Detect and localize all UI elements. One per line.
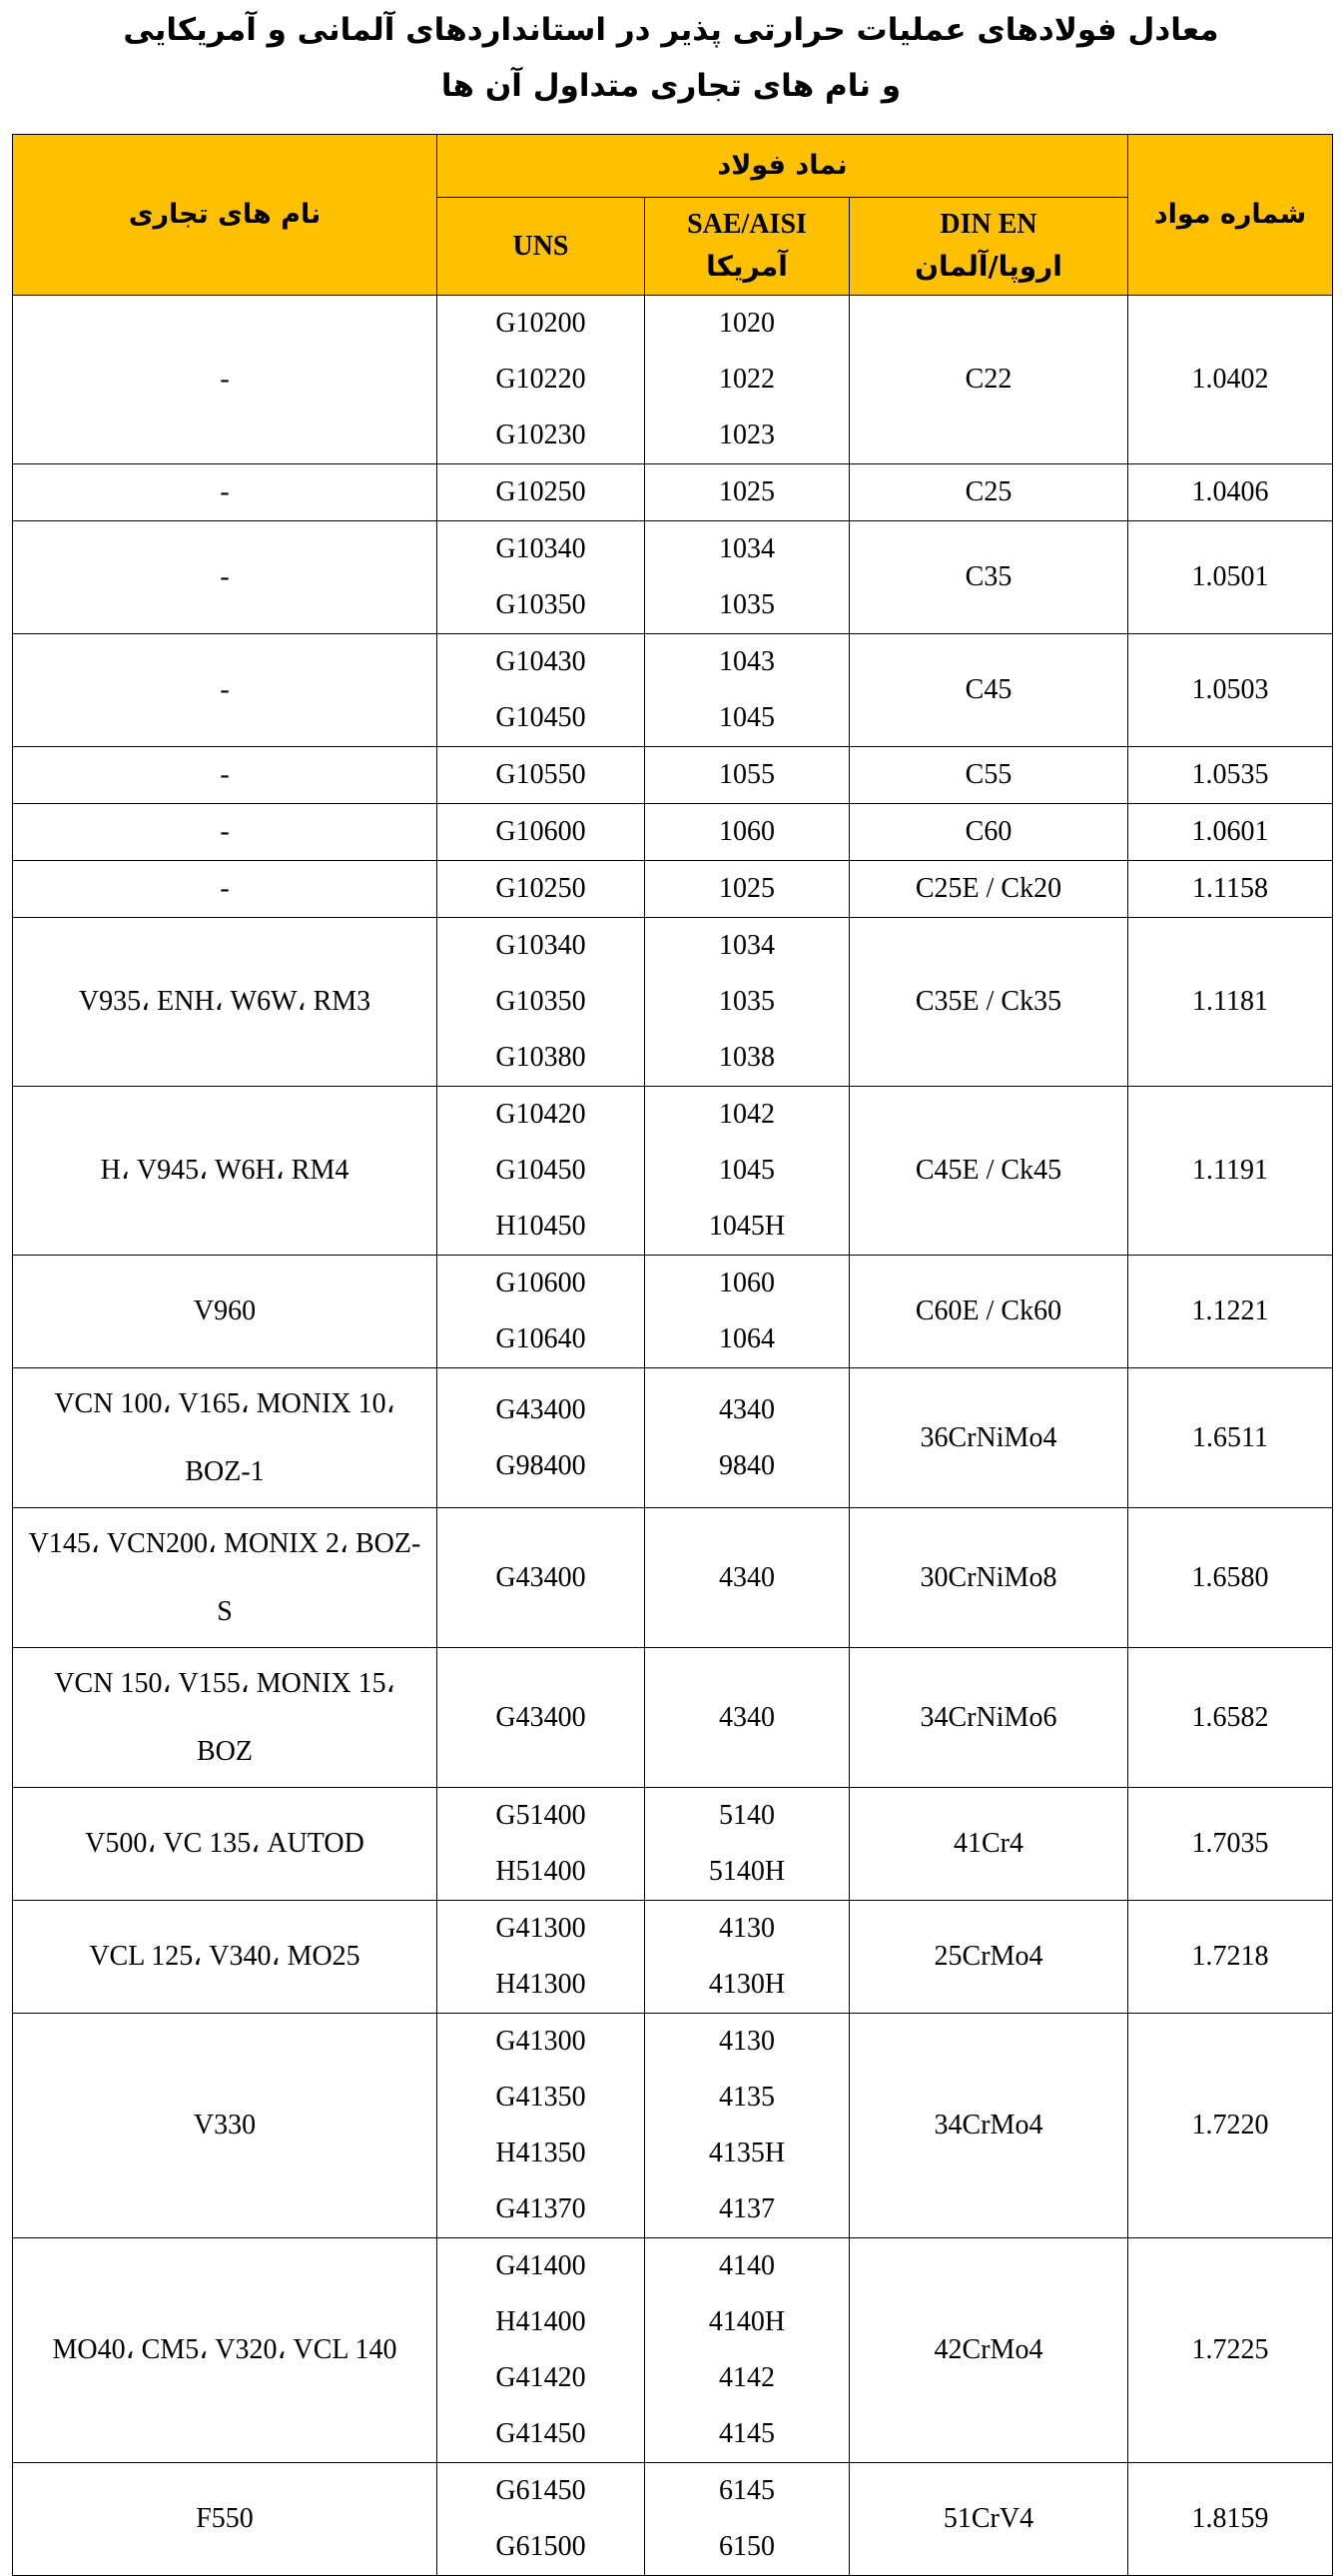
material-number-cell: 1.0535 xyxy=(1128,747,1333,804)
table-row xyxy=(13,1087,1333,1256)
din-en-cell: C60 xyxy=(850,804,1128,861)
uns-code: G43400 xyxy=(495,1393,586,1425)
sae-aisi-cell xyxy=(645,2238,850,2463)
din-en-cell: 30CrNiMo8 xyxy=(850,1508,1128,1648)
uns-cell xyxy=(437,747,645,804)
din-en-cell: C22 xyxy=(850,296,1128,464)
uns-code: G41300 xyxy=(495,1913,586,1944)
header-steel-symbol: نماد فولاد xyxy=(437,135,1128,198)
uns-cell xyxy=(437,1256,645,1368)
table-body xyxy=(13,296,1333,2576)
sae-aisi-cell xyxy=(645,296,850,464)
sae-aisi-code: 9840 xyxy=(719,1449,775,1481)
sae-aisi-cell xyxy=(645,918,850,1087)
sae-aisi-cell xyxy=(645,1788,850,1901)
sae-aisi-cell xyxy=(645,1901,850,2014)
trade-names-cell: V960 xyxy=(13,1256,437,1368)
din-en-cell: 51CrV4 xyxy=(850,2463,1128,2576)
trade-names-cell: VCN 100، V165، MONIX 10، BOZ-1 xyxy=(13,1368,437,1508)
sae-aisi-code: 1035 xyxy=(719,986,775,1017)
sae-aisi-code: 1045 xyxy=(719,702,775,733)
sae-aisi-cell xyxy=(645,2014,850,2238)
trade-names-cell: - xyxy=(13,634,437,747)
trade-names-cell: MO40، CM5، V320، VCL 140 xyxy=(13,2238,437,2463)
trade-names-cell: V935، ENH، W6W، RM3 xyxy=(13,918,437,1087)
uns-cell xyxy=(437,634,645,747)
uns-code: G41350 xyxy=(495,2082,586,2113)
sae-aisi-code: 4140H xyxy=(708,2306,786,2337)
sae-aisi-code: 6150 xyxy=(719,2531,775,2562)
uns-code: G10600 xyxy=(495,1268,586,1298)
sae-aisi-code: 6145 xyxy=(719,2475,775,2506)
uns-code: G10420 xyxy=(495,1099,586,1130)
uns-code: H41400 xyxy=(495,2306,586,2337)
trade-names-cell: V330 xyxy=(13,2014,437,2238)
material-number-cell: 1.0503 xyxy=(1128,634,1333,747)
uns-code: G10350 xyxy=(495,986,586,1017)
sae-aisi-code: 1045H xyxy=(708,1211,786,1242)
sae-aisi-code: 1042 xyxy=(719,1099,775,1130)
title-line-1: معادل فولادهای عملیات حرارتی پذیر در استانداردهای آلمانی و آمریکایی xyxy=(123,12,1219,48)
sae-aisi-code: 1060 xyxy=(719,1268,775,1298)
uns-code: H10450 xyxy=(495,1211,586,1242)
table-row xyxy=(13,634,1333,747)
uns-cell xyxy=(437,2463,645,2576)
material-number-cell: 1.1221 xyxy=(1128,1256,1333,1368)
material-number-cell: 1.6580 xyxy=(1128,1508,1333,1648)
uns-cell xyxy=(437,2238,645,2463)
sae-aisi-cell xyxy=(645,521,850,634)
sae-aisi-cell xyxy=(645,634,850,747)
din-en-cell: C45E / Ck45 xyxy=(850,1087,1128,1256)
material-number-cell: 1.1158 xyxy=(1128,861,1333,918)
sae-aisi-code: 1060 xyxy=(719,816,775,847)
uns-code: G98400 xyxy=(495,1449,586,1481)
sae-aisi-code: 4340 xyxy=(719,1561,775,1593)
uns-code: G41370 xyxy=(495,2193,586,2224)
table-row xyxy=(13,1901,1333,2014)
uns-code: G10250 xyxy=(495,476,586,507)
header-sae-aisi-sub: آمریکا xyxy=(706,249,788,283)
din-en-cell: 34CrNiMo6 xyxy=(850,1648,1128,1788)
trade-names-cell: - xyxy=(13,464,437,521)
sae-aisi-code: 4142 xyxy=(719,2362,775,2393)
table-row xyxy=(13,2014,1333,2238)
material-number-cell: 1.7225 xyxy=(1128,2238,1333,2463)
din-en-cell: 42CrMo4 xyxy=(850,2238,1128,2463)
table-row xyxy=(13,464,1333,521)
material-number-cell: 1.1191 xyxy=(1128,1087,1333,1256)
sae-aisi-cell xyxy=(645,1648,850,1788)
uns-code: G61500 xyxy=(495,2531,586,2562)
uns-cell xyxy=(437,521,645,634)
uns-cell xyxy=(437,1901,645,2014)
uns-code: G10350 xyxy=(495,589,586,620)
header-sae-aisi xyxy=(645,198,850,296)
table-row xyxy=(13,1508,1333,1648)
uns-code: G43400 xyxy=(495,1561,586,1593)
sae-aisi-code: 4145 xyxy=(719,2418,775,2449)
sae-aisi-cell xyxy=(645,1368,850,1508)
sae-aisi-cell xyxy=(645,747,850,804)
header-sae-aisi-label: SAE/AISI xyxy=(687,208,807,240)
uns-cell xyxy=(437,1788,645,1901)
uns-code: G10450 xyxy=(495,1155,586,1186)
material-number-cell: 1.8159 xyxy=(1128,2463,1333,2576)
din-en-cell: C25 xyxy=(850,464,1128,521)
sae-aisi-code: 4340 xyxy=(719,1701,775,1733)
uns-code: G41300 xyxy=(495,2026,586,2057)
sae-aisi-code: 1034 xyxy=(719,930,775,961)
sae-aisi-code: 4130H xyxy=(708,1969,786,2000)
uns-cell xyxy=(437,1368,645,1508)
din-en-cell: 41Cr4 xyxy=(850,1788,1128,1901)
sae-aisi-cell xyxy=(645,2463,850,2576)
material-number-cell: 1.1181 xyxy=(1128,918,1333,1087)
table-row xyxy=(13,2238,1333,2463)
din-en-cell: C60E / Ck60 xyxy=(850,1256,1128,1368)
sae-aisi-code: 1023 xyxy=(719,420,775,450)
din-en-cell: C35E / Ck35 xyxy=(850,918,1128,1087)
sae-aisi-cell xyxy=(645,1256,850,1368)
uns-code: G10600 xyxy=(495,816,586,847)
din-en-cell: 36CrNiMo4 xyxy=(850,1368,1128,1508)
uns-cell xyxy=(437,1087,645,1256)
sae-aisi-code: 4140 xyxy=(719,2250,775,2281)
uns-code: G10550 xyxy=(495,759,586,790)
sae-aisi-cell xyxy=(645,804,850,861)
uns-cell xyxy=(437,804,645,861)
uns-cell xyxy=(437,2014,645,2238)
uns-cell xyxy=(437,861,645,918)
uns-code: G10380 xyxy=(495,1042,586,1073)
table-row xyxy=(13,521,1333,634)
trade-names-cell: V500، VC 135، AUTOD xyxy=(13,1788,437,1901)
sae-aisi-code: 1064 xyxy=(719,1323,775,1354)
material-number-cell: 1.7220 xyxy=(1128,2014,1333,2238)
din-en-cell: 25CrMo4 xyxy=(850,1901,1128,2014)
header-din-en-label: DIN EN xyxy=(940,208,1037,240)
table-row xyxy=(13,1788,1333,1901)
sae-aisi-code: 1043 xyxy=(719,646,775,677)
document-title xyxy=(0,0,1342,128)
din-en-cell: 34CrMo4 xyxy=(850,2014,1128,2238)
uns-code: G61450 xyxy=(495,2475,586,2506)
title-line-2: و نام های تجاری متداول آن ها xyxy=(440,68,902,104)
header-din-en xyxy=(850,198,1128,296)
din-en-cell: C45 xyxy=(850,634,1128,747)
material-number-cell: 1.0402 xyxy=(1128,296,1333,464)
uns-code: G41420 xyxy=(495,2362,586,2393)
trade-names-cell: VCN 150، V155، MONIX 15، BOZ xyxy=(13,1648,437,1788)
header-uns: UNS xyxy=(437,198,645,296)
sae-aisi-code: 1025 xyxy=(719,873,775,904)
trade-names-cell: - xyxy=(13,521,437,634)
uns-cell xyxy=(437,296,645,464)
header-din-en-sub: اروپا/آلمان xyxy=(915,249,1062,283)
uns-code: H41350 xyxy=(495,2138,586,2168)
sae-aisi-cell xyxy=(645,1508,850,1648)
uns-cell xyxy=(437,918,645,1087)
trade-names-cell: - xyxy=(13,804,437,861)
uns-cell xyxy=(437,1648,645,1788)
table-row xyxy=(13,1256,1333,1368)
uns-code: H41300 xyxy=(495,1969,586,2000)
sae-aisi-code: 1045 xyxy=(719,1155,775,1186)
din-en-cell: C55 xyxy=(850,747,1128,804)
table-row xyxy=(13,918,1333,1087)
uns-cell xyxy=(437,464,645,521)
uns-code: G10340 xyxy=(495,930,586,961)
din-en-cell: C25E / Ck20 xyxy=(850,861,1128,918)
sae-aisi-code: 4130 xyxy=(719,1913,775,1944)
sae-aisi-cell xyxy=(645,464,850,521)
sae-aisi-code: 1025 xyxy=(719,476,775,507)
material-number-cell: 1.6582 xyxy=(1128,1648,1333,1788)
table-row xyxy=(13,1648,1333,1788)
header-material-number: شماره مواد xyxy=(1128,135,1333,296)
sae-aisi-code: 1022 xyxy=(719,364,775,395)
sae-aisi-code: 1034 xyxy=(719,533,775,564)
sae-aisi-code: 1020 xyxy=(719,308,775,339)
table-row xyxy=(13,1368,1333,1508)
uns-code: G10220 xyxy=(495,364,586,395)
sae-aisi-code: 1055 xyxy=(719,759,775,790)
uns-code: G10450 xyxy=(495,702,586,733)
trade-names-cell: VCL 125، V340، MO25 xyxy=(13,1901,437,2014)
sae-aisi-code: 1035 xyxy=(719,589,775,620)
uns-code: G10340 xyxy=(495,533,586,564)
material-number-cell: 1.7218 xyxy=(1128,1901,1333,2014)
trade-names-cell: F550 xyxy=(13,2463,437,2576)
uns-code: G41400 xyxy=(495,2250,586,2281)
sae-aisi-code: 4340 xyxy=(719,1393,775,1425)
material-number-cell: 1.7035 xyxy=(1128,1788,1333,1901)
steel-equivalents-table xyxy=(12,134,1333,2576)
uns-code: G51400 xyxy=(495,1800,586,1831)
sae-aisi-code: 4135 xyxy=(719,2082,775,2113)
sae-aisi-code: 4137 xyxy=(719,2193,775,2224)
uns-code: G10640 xyxy=(495,1323,586,1354)
uns-code: G10430 xyxy=(495,646,586,677)
header-trade-names: نام های تجاری xyxy=(13,135,437,296)
table-row xyxy=(13,861,1333,918)
table-row xyxy=(13,747,1333,804)
uns-code: G10250 xyxy=(495,873,586,904)
table-row xyxy=(13,296,1333,464)
uns-code: G41450 xyxy=(495,2418,586,2449)
table-row xyxy=(13,804,1333,861)
table-row xyxy=(13,2463,1333,2576)
trade-names-cell: - xyxy=(13,861,437,918)
uns-code: G10230 xyxy=(495,420,586,450)
sae-aisi-cell xyxy=(645,1087,850,1256)
material-number-cell: 1.0601 xyxy=(1128,804,1333,861)
uns-code: G10200 xyxy=(495,308,586,339)
material-number-cell: 1.0406 xyxy=(1128,464,1333,521)
uns-code: H51400 xyxy=(495,1856,586,1887)
trade-names-cell: H، V945، W6H، RM4 xyxy=(13,1087,437,1256)
sae-aisi-cell xyxy=(645,861,850,918)
material-number-cell: 1.0501 xyxy=(1128,521,1333,634)
sae-aisi-code: 5140H xyxy=(708,1856,786,1887)
sae-aisi-code: 5140 xyxy=(719,1800,775,1831)
material-number-cell: 1.6511 xyxy=(1128,1368,1333,1508)
sae-aisi-code: 4135H xyxy=(708,2138,786,2168)
trade-names-cell: V145، VCN200، MONIX 2، BOZ-S xyxy=(13,1508,437,1648)
trade-names-cell: - xyxy=(13,296,437,464)
trade-names-cell: - xyxy=(13,747,437,804)
uns-cell xyxy=(437,1508,645,1648)
uns-code: G43400 xyxy=(495,1701,586,1733)
din-en-cell: C35 xyxy=(850,521,1128,634)
sae-aisi-code: 1038 xyxy=(719,1042,775,1073)
sae-aisi-code: 4130 xyxy=(719,2026,775,2057)
